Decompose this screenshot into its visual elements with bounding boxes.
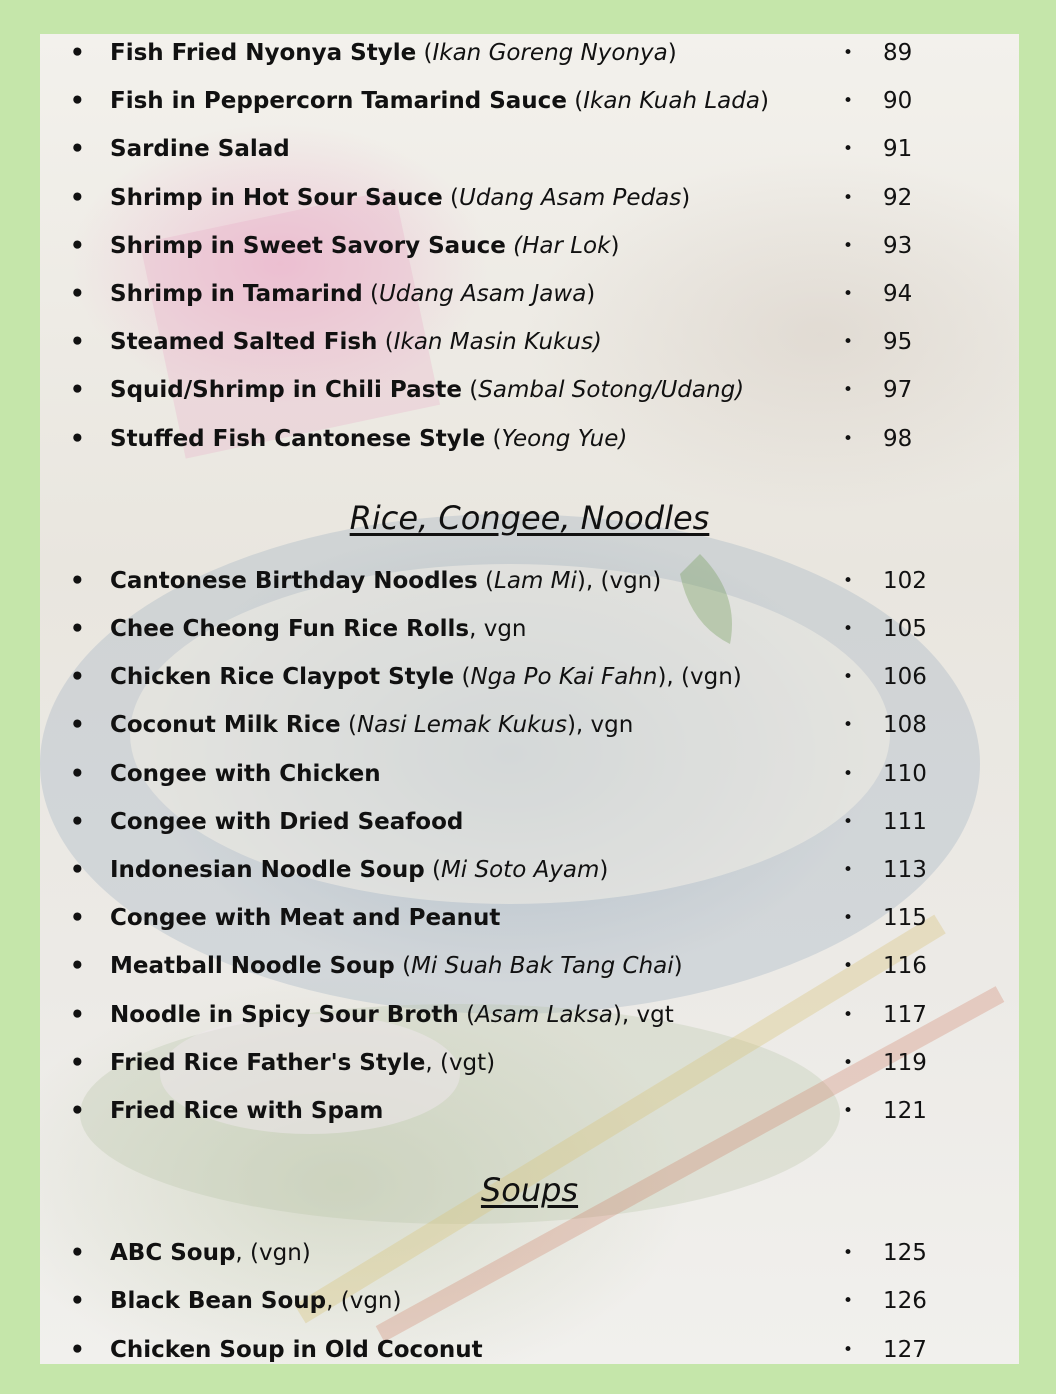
bullet-icon: • xyxy=(843,1243,854,1264)
dish-local-name: Ikan Masin Kukus) xyxy=(393,329,602,356)
page-number: 97 xyxy=(883,377,913,404)
bullet-icon: • xyxy=(843,91,854,112)
menu-item-name xyxy=(110,612,527,646)
dish-name: Chicken Soup in Old Coconut xyxy=(110,1336,483,1363)
dish-name: ABC Soup xyxy=(110,1240,236,1267)
bullet-icon: • xyxy=(70,377,85,404)
menu-page xyxy=(40,34,1019,1364)
dish-extra: ) xyxy=(759,88,769,115)
menu-item-name xyxy=(110,1333,483,1364)
menu-item xyxy=(40,1236,1019,1270)
dish-local-name: Nga Po Kai Fahn xyxy=(470,664,658,691)
menu-item xyxy=(40,132,1019,166)
menu-item-name xyxy=(110,901,500,935)
bullet-icon: • xyxy=(843,235,854,256)
bullet-icon: • xyxy=(70,425,85,452)
bullet-icon: • xyxy=(70,1240,85,1267)
menu-item xyxy=(40,277,1019,311)
menu-item xyxy=(40,1284,1019,1318)
bullet-icon: • xyxy=(70,616,85,642)
dish-local-name: Udang Asam Pedas xyxy=(459,184,682,211)
menu-item-name xyxy=(110,1094,383,1128)
dish-name: Congee with Meat and Peanut xyxy=(110,905,501,932)
page-number: 116 xyxy=(883,953,927,980)
bullet-icon: • xyxy=(70,232,85,259)
menu-item-name xyxy=(110,949,683,983)
dish-extra: , (vgn) xyxy=(235,1240,311,1267)
dish-name: Congee with Dried Seafood xyxy=(110,808,464,835)
bullet-icon: • xyxy=(70,136,85,163)
menu-item xyxy=(40,325,1019,359)
dish-name: Fish Fried Nyonya Style xyxy=(110,40,417,66)
menu-item-name xyxy=(110,1046,495,1080)
dish-local-name: Asam Laksa xyxy=(475,1001,613,1028)
dish-extra xyxy=(506,233,513,259)
menu-item xyxy=(40,181,1019,215)
bullet-icon: • xyxy=(70,1336,85,1363)
dish-name: Congee with Chicken xyxy=(110,760,381,787)
dish-name: Stuffed Fish Cantonese Style xyxy=(110,425,486,452)
bullet-icon: • xyxy=(70,712,85,739)
dish-extra: ( xyxy=(485,425,502,452)
dish-extra: ), vgt xyxy=(612,1001,674,1028)
dish-extra: ( xyxy=(424,857,441,883)
dish-extra: ( xyxy=(340,712,357,739)
bullet-icon: • xyxy=(843,139,854,160)
bullet-icon: • xyxy=(70,184,85,211)
bullet-icon: • xyxy=(70,857,85,883)
page-number: 93 xyxy=(883,232,913,259)
dish-extra: ), vgn xyxy=(566,712,634,739)
menu-item-name xyxy=(110,998,674,1032)
bullet-icon: • xyxy=(70,808,85,835)
bullet-icon: • xyxy=(70,664,85,691)
menu-item xyxy=(40,373,1019,407)
bullet-icon: • xyxy=(70,1098,85,1124)
menu-item-name xyxy=(110,132,290,166)
menu-item-name xyxy=(110,708,633,742)
bullet-icon: • xyxy=(70,953,85,980)
bullet-icon: • xyxy=(70,88,85,115)
menu-item xyxy=(40,708,1019,742)
bullet-icon: • xyxy=(843,715,854,736)
page-number: 105 xyxy=(883,616,927,642)
dish-local-name: Lam Mi xyxy=(494,567,577,594)
dish-extra: ) xyxy=(681,184,691,211)
page-number: 111 xyxy=(883,808,927,835)
dish-local-name: Nasi Lemak Kukus xyxy=(356,712,567,739)
page-number: 95 xyxy=(883,329,913,356)
dish-name: Black Bean Soup xyxy=(110,1288,327,1315)
menu-item-name xyxy=(110,84,769,118)
bullet-icon: • xyxy=(843,43,854,63)
page-number: 90 xyxy=(883,88,913,115)
menu-item xyxy=(40,612,1019,646)
dish-extra: ) xyxy=(586,281,596,307)
dish-name: Shrimp in Tamarind xyxy=(110,281,363,307)
dish-extra: ) xyxy=(599,857,609,883)
menu-item xyxy=(40,1094,1019,1128)
menu-item xyxy=(40,805,1019,839)
menu-item-name xyxy=(110,36,677,70)
bullet-icon: • xyxy=(70,40,85,66)
page-number: 108 xyxy=(883,712,927,739)
menu-item xyxy=(40,660,1019,694)
menu-item xyxy=(40,949,1019,983)
dish-name: Fried Rice Father's Style xyxy=(110,1049,426,1076)
bullet-icon: • xyxy=(70,567,85,594)
dish-extra: ( xyxy=(377,329,394,356)
bullet-icon: • xyxy=(843,619,854,639)
dish-extra: ) xyxy=(673,953,683,980)
page-number: 121 xyxy=(883,1098,927,1124)
bullet-icon: • xyxy=(843,860,854,880)
dish-name: Steamed Salted Fish xyxy=(110,329,378,356)
dish-name: Indonesian Noodle Soup xyxy=(110,857,425,883)
page-number: 113 xyxy=(883,857,927,883)
menu-item xyxy=(40,422,1019,456)
menu-index xyxy=(40,34,1019,1364)
dish-name: Cantonese Birthday Noodles xyxy=(110,567,478,594)
dish-name: Shrimp in Hot Sour Sauce xyxy=(110,184,443,211)
dish-extra: ( xyxy=(442,184,459,211)
menu-item xyxy=(40,229,1019,263)
page-number: 127 xyxy=(883,1336,927,1363)
menu-item xyxy=(40,901,1019,935)
dish-name: Coconut Milk Rice xyxy=(110,712,341,739)
menu-item-name xyxy=(110,422,627,456)
dish-extra: ( xyxy=(454,664,471,691)
bullet-icon: • xyxy=(843,1004,854,1025)
bullet-icon: • xyxy=(70,905,85,932)
dish-extra: ( xyxy=(566,88,584,115)
dish-local-name: Sambal Sotong/Udang) xyxy=(478,377,745,404)
menu-item-name xyxy=(110,229,619,263)
page-number: 126 xyxy=(883,1288,927,1315)
bullet-icon: • xyxy=(843,1291,854,1312)
dish-local-name: Mi Soto Ayam xyxy=(440,857,600,883)
dish-extra: ( xyxy=(477,567,495,594)
dish-extra: ( xyxy=(362,281,379,307)
menu-item-name xyxy=(110,853,608,887)
dish-name: Chee Cheong Fun Rice Rolls xyxy=(110,616,470,642)
dish-extra: ( xyxy=(394,953,412,980)
menu-item-name xyxy=(110,805,463,839)
menu-item xyxy=(40,757,1019,791)
dish-extra: ), (vgn) xyxy=(576,567,662,594)
bullet-icon: • xyxy=(843,428,854,449)
menu-item xyxy=(40,1046,1019,1080)
page-number: 117 xyxy=(883,1001,927,1028)
menu-item-name xyxy=(110,277,595,311)
dish-name: Fish in Peppercorn Tamarind Sauce xyxy=(110,88,567,115)
bullet-icon: • xyxy=(70,1288,85,1315)
dish-extra: , (vgn) xyxy=(326,1288,402,1315)
bullet-icon: • xyxy=(843,1101,854,1121)
menu-item xyxy=(40,36,1019,70)
page-number: 91 xyxy=(883,136,913,163)
section-heading: Rice, Congee, Noodles xyxy=(349,498,710,537)
dish-local-name: (Har Lok xyxy=(513,232,611,259)
menu-item-name xyxy=(110,564,661,598)
dish-extra: ( xyxy=(458,1001,476,1028)
page-number: 92 xyxy=(883,184,913,211)
menu-item xyxy=(40,998,1019,1032)
bullet-icon: • xyxy=(70,1049,85,1076)
bullet-icon: • xyxy=(843,570,854,591)
menu-item-name xyxy=(110,181,690,215)
dish-name: Shrimp in Sweet Savory Sauce xyxy=(110,232,506,259)
page-number: 98 xyxy=(883,425,913,452)
page-number: 106 xyxy=(883,664,927,691)
dish-extra: ) xyxy=(610,232,620,259)
bullet-icon: • xyxy=(843,284,854,304)
menu-item-name xyxy=(110,660,742,694)
dish-extra: ) xyxy=(667,40,677,66)
menu-item-name xyxy=(110,1236,311,1270)
menu-item xyxy=(40,564,1019,598)
menu-item-name xyxy=(110,1284,401,1318)
dish-name: Sardine Salad xyxy=(110,136,290,163)
bullet-icon: • xyxy=(843,908,854,929)
dish-name: Squid/Shrimp in Chili Paste xyxy=(110,377,462,404)
menu-item xyxy=(40,1333,1019,1364)
dish-name: Chicken Rice Claypot Style xyxy=(110,664,455,691)
bullet-icon: • xyxy=(70,329,85,356)
menu-item xyxy=(40,853,1019,887)
dish-local-name: Ikan Goreng Nyonya xyxy=(432,40,668,66)
dish-extra: , vgn xyxy=(469,616,527,642)
page-number: 110 xyxy=(883,760,927,787)
page-number: 125 xyxy=(883,1240,927,1267)
bullet-icon: • xyxy=(843,1339,854,1360)
dish-local-name: Yeong Yue) xyxy=(501,425,628,452)
dish-local-name: Mi Suah Bak Tang Chai xyxy=(411,953,674,980)
menu-item-name xyxy=(110,757,381,791)
page-number: 94 xyxy=(883,281,913,307)
page-number: 119 xyxy=(883,1049,927,1076)
menu-item xyxy=(40,84,1019,118)
dish-extra: , (vgt) xyxy=(425,1049,496,1076)
dish-extra: ( xyxy=(461,377,479,404)
dish-local-name: Udang Asam Jawa xyxy=(378,281,587,307)
dish-extra: ( xyxy=(416,40,433,66)
bullet-icon: • xyxy=(843,667,854,688)
bullet-icon: • xyxy=(843,187,854,208)
bullet-icon: • xyxy=(843,763,854,784)
menu-item-name xyxy=(110,325,602,359)
bullet-icon: • xyxy=(70,1001,85,1028)
page-number: 115 xyxy=(883,905,927,932)
bullet-icon: • xyxy=(843,332,854,353)
bullet-icon: • xyxy=(70,760,85,787)
dish-name: Meatball Noodle Soup xyxy=(110,953,395,980)
bullet-icon: • xyxy=(843,811,854,832)
bullet-icon: • xyxy=(843,1052,854,1073)
bullet-icon: • xyxy=(70,281,85,307)
dish-name: Noodle in Spicy Sour Broth xyxy=(110,1001,459,1028)
page-number: 102 xyxy=(883,567,927,594)
dish-local-name: Ikan Kuah Lada xyxy=(583,88,760,115)
bullet-icon: • xyxy=(843,956,854,977)
page-number: 89 xyxy=(883,40,913,66)
bullet-icon: • xyxy=(843,380,854,401)
dish-extra: ), (vgn) xyxy=(657,664,742,691)
dish-name: Fried Rice with Spam xyxy=(110,1098,384,1124)
menu-item-name xyxy=(110,373,744,407)
section-heading: Soups xyxy=(480,1171,579,1210)
